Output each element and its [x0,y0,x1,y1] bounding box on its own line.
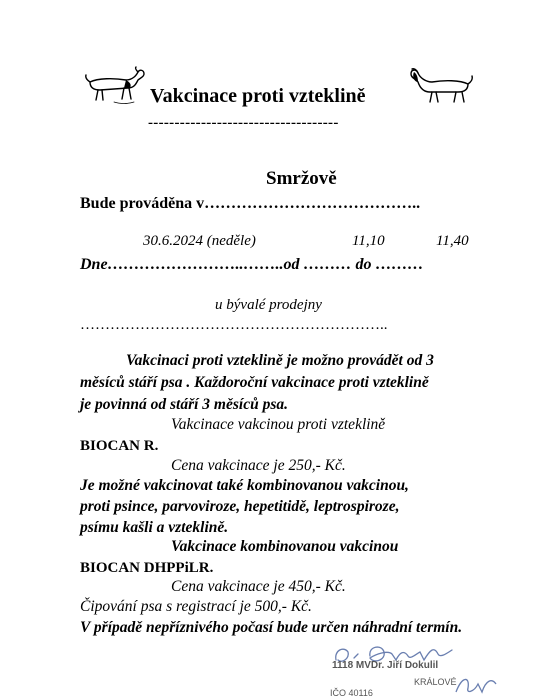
weather-note: V případě nepříznivého počasí bude určen náhradní termín. [80,619,463,636]
rabies-heading: Vakcinace vakcinou proti vzteklině [171,416,386,433]
stamp-initials [452,672,502,698]
time-to: 11,40 [436,233,469,249]
dachshund-icon [408,64,474,106]
combo-line-1: Je možné vakcinovat také kombinovanou vakcinou, [80,477,409,494]
time-from: 11,10 [352,233,385,249]
place-name: Smržově [266,168,337,189]
combo-vaccine: BIOCAN DHPPiLR. [80,560,214,576]
date-line: Dne……………………..……..od ……… do ……… [80,256,424,273]
combo-line-3: psímu kašli a vzteklině. [80,519,229,536]
event-date: 30.6.2024 (neděle) [143,233,256,249]
title-underline: ------------------------------------ [148,115,339,131]
intro-line-3: je povinná od stáří 3 měsíců psa. [80,396,288,413]
place-line: Bude prováděna v………………………………….. [80,195,421,212]
intro-line-1: Vakcinaci proti vzteklině je možno provádět od 3 [126,352,434,369]
event-location: u bývalé prodejny [215,297,322,313]
stamp-line-3: IČO 40116 [330,688,373,698]
combo-line-2: proti psince, parvoviroze, hepetitidě, leptrospiroze, [80,498,400,515]
chip-price: Čipování psa s registrací je 500,- Kč. [80,598,312,615]
rabies-price: Cena vakcinace je 250,- Kč. [171,457,346,474]
location-dots: …………………………………………………….. [80,317,388,333]
stamp-line-1: 1118 MVDr. Jiří Dokulil [332,660,439,671]
stamp-line-2: KRÁLOVÉ [414,677,457,687]
intro-line-2: měsíců stáří psa . Každoroční vakcinace proti vzteklině [80,374,429,391]
dachshund-icon [84,66,146,106]
rabies-vaccine: BIOCAN R. [80,438,159,454]
page-title: Vakcinace proti vzteklině [150,85,366,107]
combo-heading: Vakcinace kombinovanou vakcinou [171,538,399,555]
combo-price: Cena vakcinace je 450,- Kč. [171,578,346,595]
